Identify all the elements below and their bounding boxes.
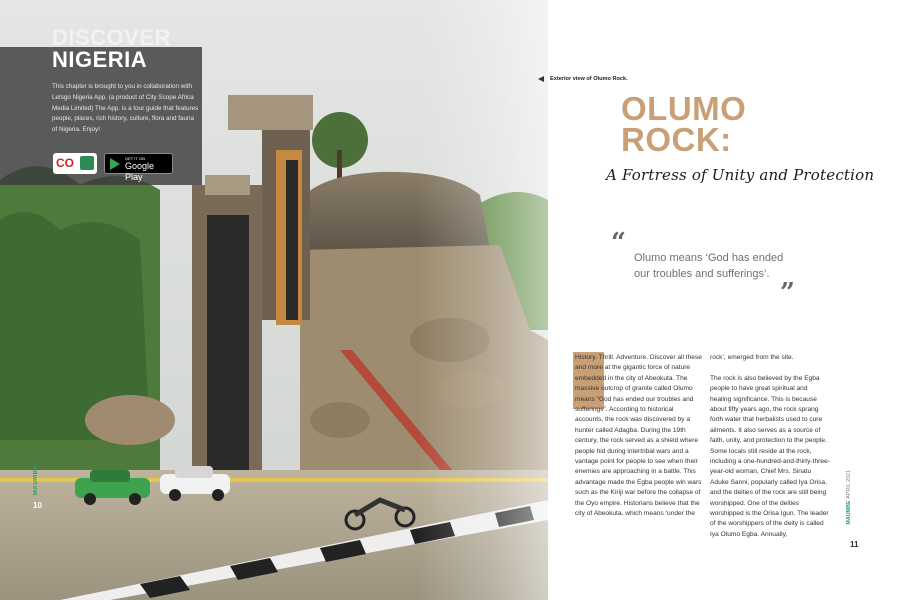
right-folio <box>846 470 859 549</box>
right-folio-side <box>846 470 852 525</box>
boulder <box>85 395 175 445</box>
close-quote-icon: ” <box>780 278 795 308</box>
body-column-2-para-1: rock’, emerged from the site. <box>710 354 794 361</box>
section-title-line1: DISCOVER <box>52 25 171 50</box>
left-page-number: 10 <box>33 501 42 510</box>
body-column-1: History. Thrill. Adventure. Discover all these and more at the gigantic force of nature embedded in the city of Abeokuta. The massive outcrop of granite called Olumo means “God has ended our troubles and sufferings”. According to historical accounts, the rock was discovered by a hunter called Adagba. During the 19th century, the rock served as a shield where people hid during intertribal wars and a vantage point for people to see when their enemies are approaching in a battle. This advantage made the Egba people win wars such as the Kiriji war before the collapse of the Oyo empire. Historians believe that the city of Abeokuta, which means ‘under the <box>575 354 702 518</box>
body-column-2 <box>710 353 830 540</box>
article-title-line2: ROCK: <box>621 121 732 158</box>
section-title-line2: NIGERIA <box>52 47 148 72</box>
caption-arrow-icon <box>538 76 544 82</box>
google-play-small-text: GET IT ON <box>125 156 145 161</box>
body-column-2-para-2: The rock is also believed by the Egba people to have great spiritual and healing significance. This is because about fifty years ago, the rock sprang forth water that herbalists used to cure ailments. It also serves as a source of faith, unity, and protection to the people. Some locals still reside at the rock, including a one-hundred-and-thirty-three-year-old woman, Chief Mrs. Sinatu Aduke Sanni, popularly called Iya Orisa, and the deities of the rock are still being worshipped. One of the deities worshipped is the Orisa Igun. The leader of the worshippers of the deity is called Iya Olumo Egba. Annually, <box>710 374 830 538</box>
google-play-big-text: Google Play <box>125 161 155 182</box>
photo-caption-text: Exterior view of Olumo Rock. <box>550 76 628 82</box>
issue-date: APRIL 2021 <box>846 470 852 499</box>
right-page-number: 11 <box>850 540 859 549</box>
article-title-line1: OLUMO <box>621 90 747 127</box>
letsgo-logo-icon <box>80 156 94 170</box>
right-magazine-name: MAUMBE <box>846 500 852 525</box>
left-folio <box>33 465 42 510</box>
google-play-badge[interactable] <box>104 153 173 182</box>
pull-quote: Olumo means ‘God has ended our troubles and sufferings’. <box>634 252 784 280</box>
article-subtitle: A Fortress of Unity and Protection <box>606 166 875 184</box>
google-play-icon <box>110 158 120 170</box>
letsgo-app-badge[interactable] <box>53 153 97 174</box>
intro-text: This chapter is brought to you in collaboration with Letsgo Nigeria App. (a product of City Scope Africa Media Limited) The App. is a tour guide that features people, places, rich history, culture, flora and fauna of Nigeria. Enjoy! <box>52 83 199 134</box>
page-gutter-shade <box>418 0 548 600</box>
left-magazine-name: MAUMBE <box>33 465 39 495</box>
section-title <box>52 27 171 71</box>
article-title <box>621 90 747 158</box>
open-quote-icon: “ <box>611 228 626 258</box>
letsgo-logo-text: CO <box>56 156 74 170</box>
